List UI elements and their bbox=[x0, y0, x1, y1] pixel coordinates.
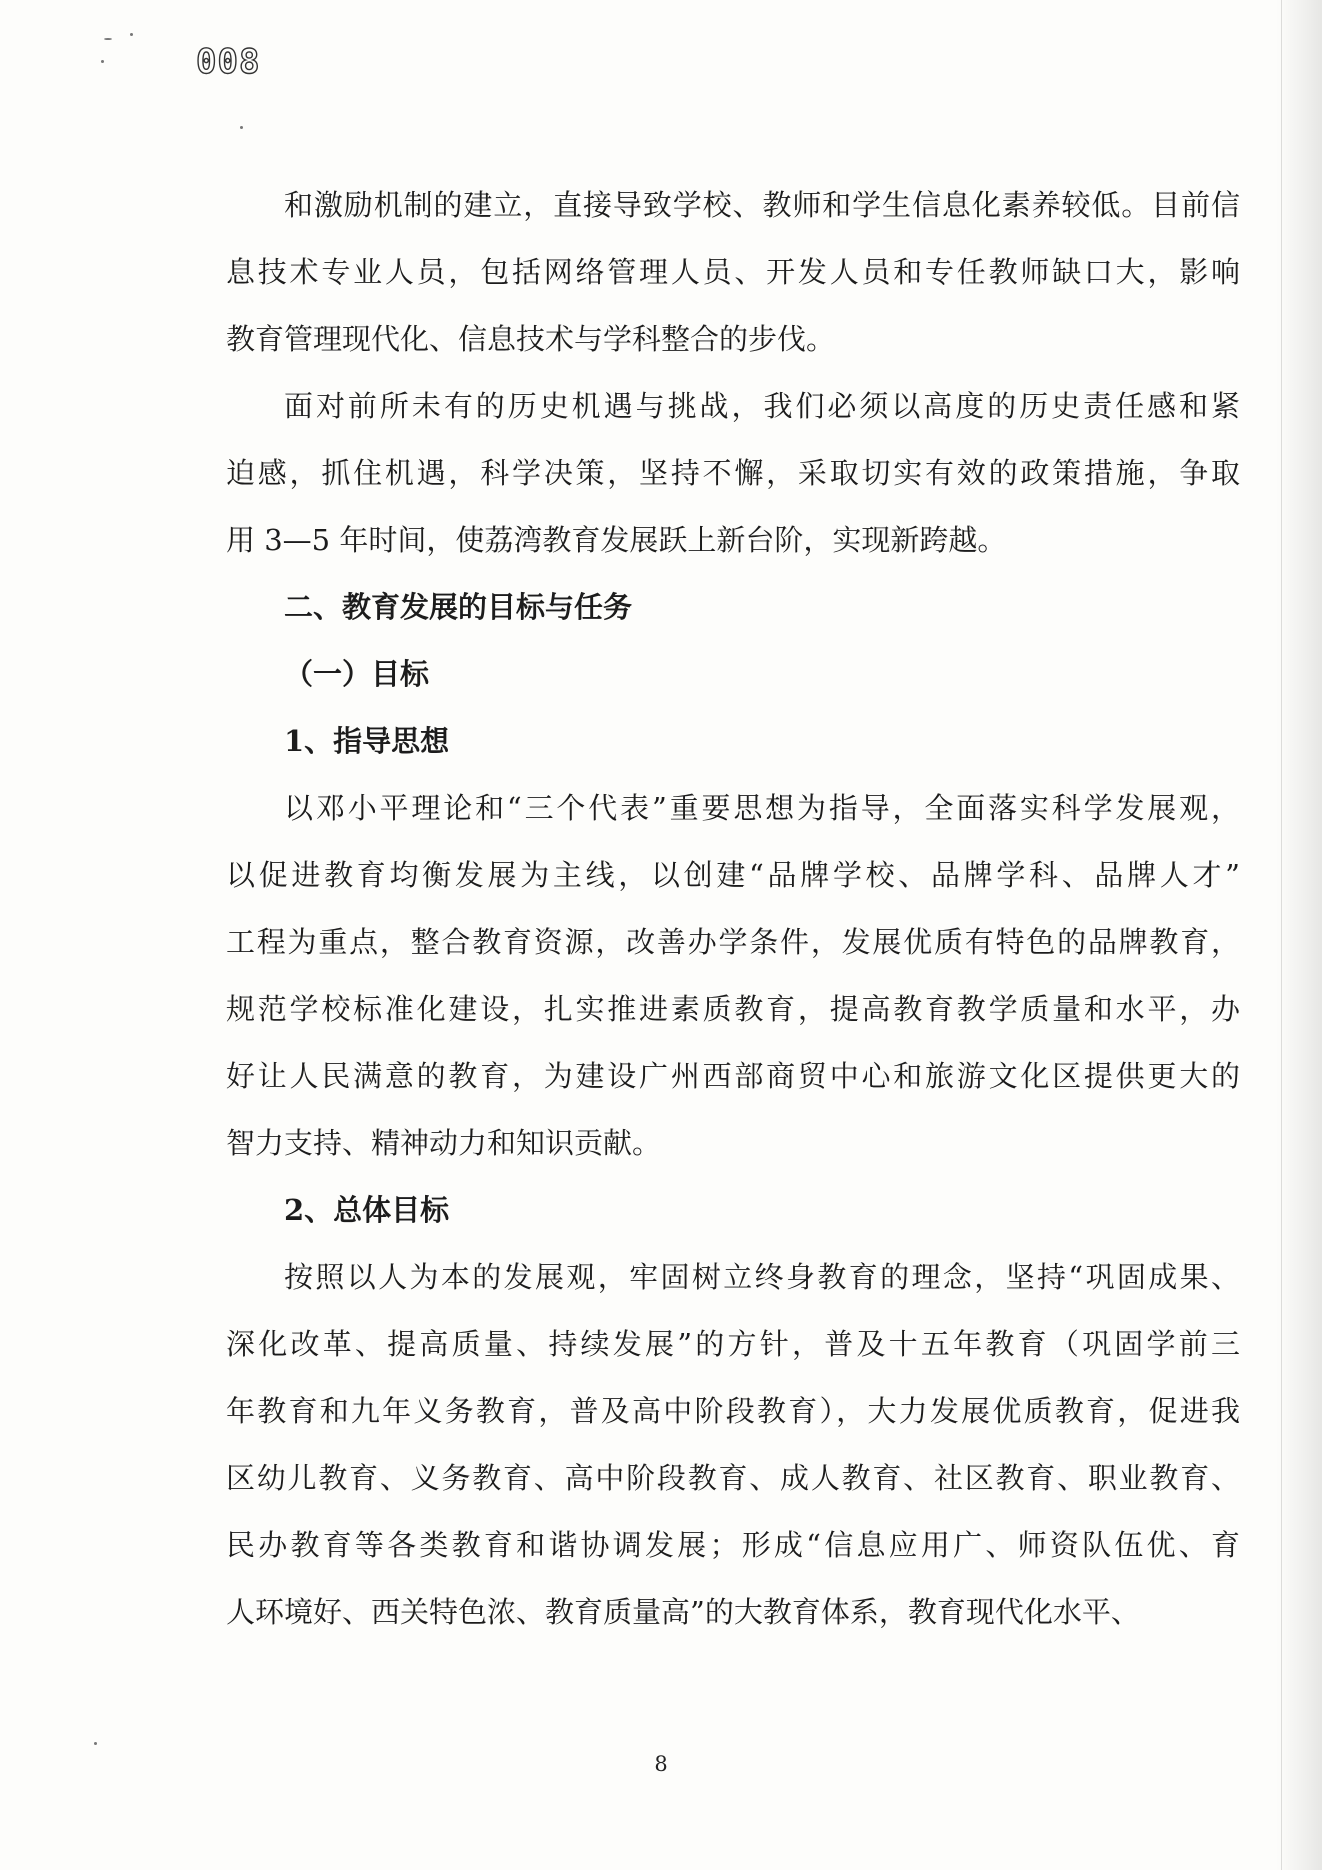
paragraph-line: 好让人民满意的教育，为建设广州西部商贸中心和旅游文化区提供更大的 bbox=[226, 1059, 1240, 1093]
section-heading: 二、教育发展的目标与任务 bbox=[284, 590, 633, 624]
paragraph-line: 深化改革、提高质量、持续发展”的方针，普及十五年教育（巩固学前三 bbox=[226, 1327, 1240, 1361]
paragraph-line: 和激励机制的建立，直接导致学校、教师和学生信息化素养较低。目前信 bbox=[284, 188, 1240, 222]
scan-speck bbox=[101, 60, 104, 63]
stamp-number: 008 bbox=[196, 42, 261, 82]
body-text bbox=[226, 172, 1240, 1646]
paragraph-line: 迫感，抓住机遇，科学决策，坚持不懈，采取切实有效的政策措施，争取 bbox=[226, 456, 1240, 490]
page-number: 8 bbox=[654, 1752, 668, 1776]
scan-speck bbox=[240, 126, 243, 129]
paragraph-line: 用 3—5 年时间，使荔湾教育发展跃上新台阶，实现新跨越。 bbox=[226, 523, 1007, 557]
scan-edge bbox=[1281, 0, 1282, 1870]
paragraph-line: 面对前所未有的历史机遇与挑战，我们必须以高度的历史责任感和紧 bbox=[284, 389, 1240, 423]
paragraph-line: 智力支持、精神动力和知识贡献。 bbox=[226, 1126, 662, 1160]
paragraph-line: 以邓小平理论和“三个代表”重要思想为指导，全面落实科学发展观， bbox=[284, 791, 1240, 825]
paragraph-line: 年教育和九年义务教育，普及高中阶段教育），大力发展优质教育，促进我 bbox=[226, 1394, 1240, 1428]
scan-speck bbox=[130, 33, 133, 36]
scan-speck bbox=[104, 38, 112, 40]
section-heading: 2、总体目标 bbox=[284, 1193, 450, 1227]
paragraph-line: 以促进教育均衡发展为主线，以创建“品牌学校、品牌学科、品牌人才” bbox=[226, 858, 1240, 892]
paragraph-line: 工程为重点，整合教育资源，改善办学条件，发展优质有特色的品牌教育， bbox=[226, 925, 1240, 959]
section-heading: 1、指导思想 bbox=[284, 724, 450, 758]
scan-speck bbox=[94, 1742, 97, 1745]
paragraph-line: 教育管理现代化、信息技术与学科整合的步伐。 bbox=[226, 322, 836, 356]
paragraph-line: 人环境好、西关特色浓、教育质量高”的大教育体系，教育现代化水平、 bbox=[226, 1595, 1140, 1629]
paragraph-line: 按照以人为本的发展观，牢固树立终身教育的理念，坚持“巩固成果、 bbox=[284, 1260, 1240, 1294]
paragraph-line: 规范学校标准化建设，扎实推进素质教育，提高教育教学质量和水平，办 bbox=[226, 992, 1240, 1026]
scan-shadow bbox=[1276, 0, 1322, 1870]
paragraph-line: 区幼儿教育、义务教育、高中阶段教育、成人教育、社区教育、职业教育、 bbox=[226, 1461, 1240, 1495]
paragraph-line: 民办教育等各类教育和谐协调发展；形成“信息应用广、师资队伍优、育 bbox=[226, 1528, 1240, 1562]
paragraph-line: 息技术专业人员，包括网络管理人员、开发人员和专任教师缺口大，影响 bbox=[226, 255, 1240, 289]
section-heading: （一）目标 bbox=[284, 657, 430, 691]
